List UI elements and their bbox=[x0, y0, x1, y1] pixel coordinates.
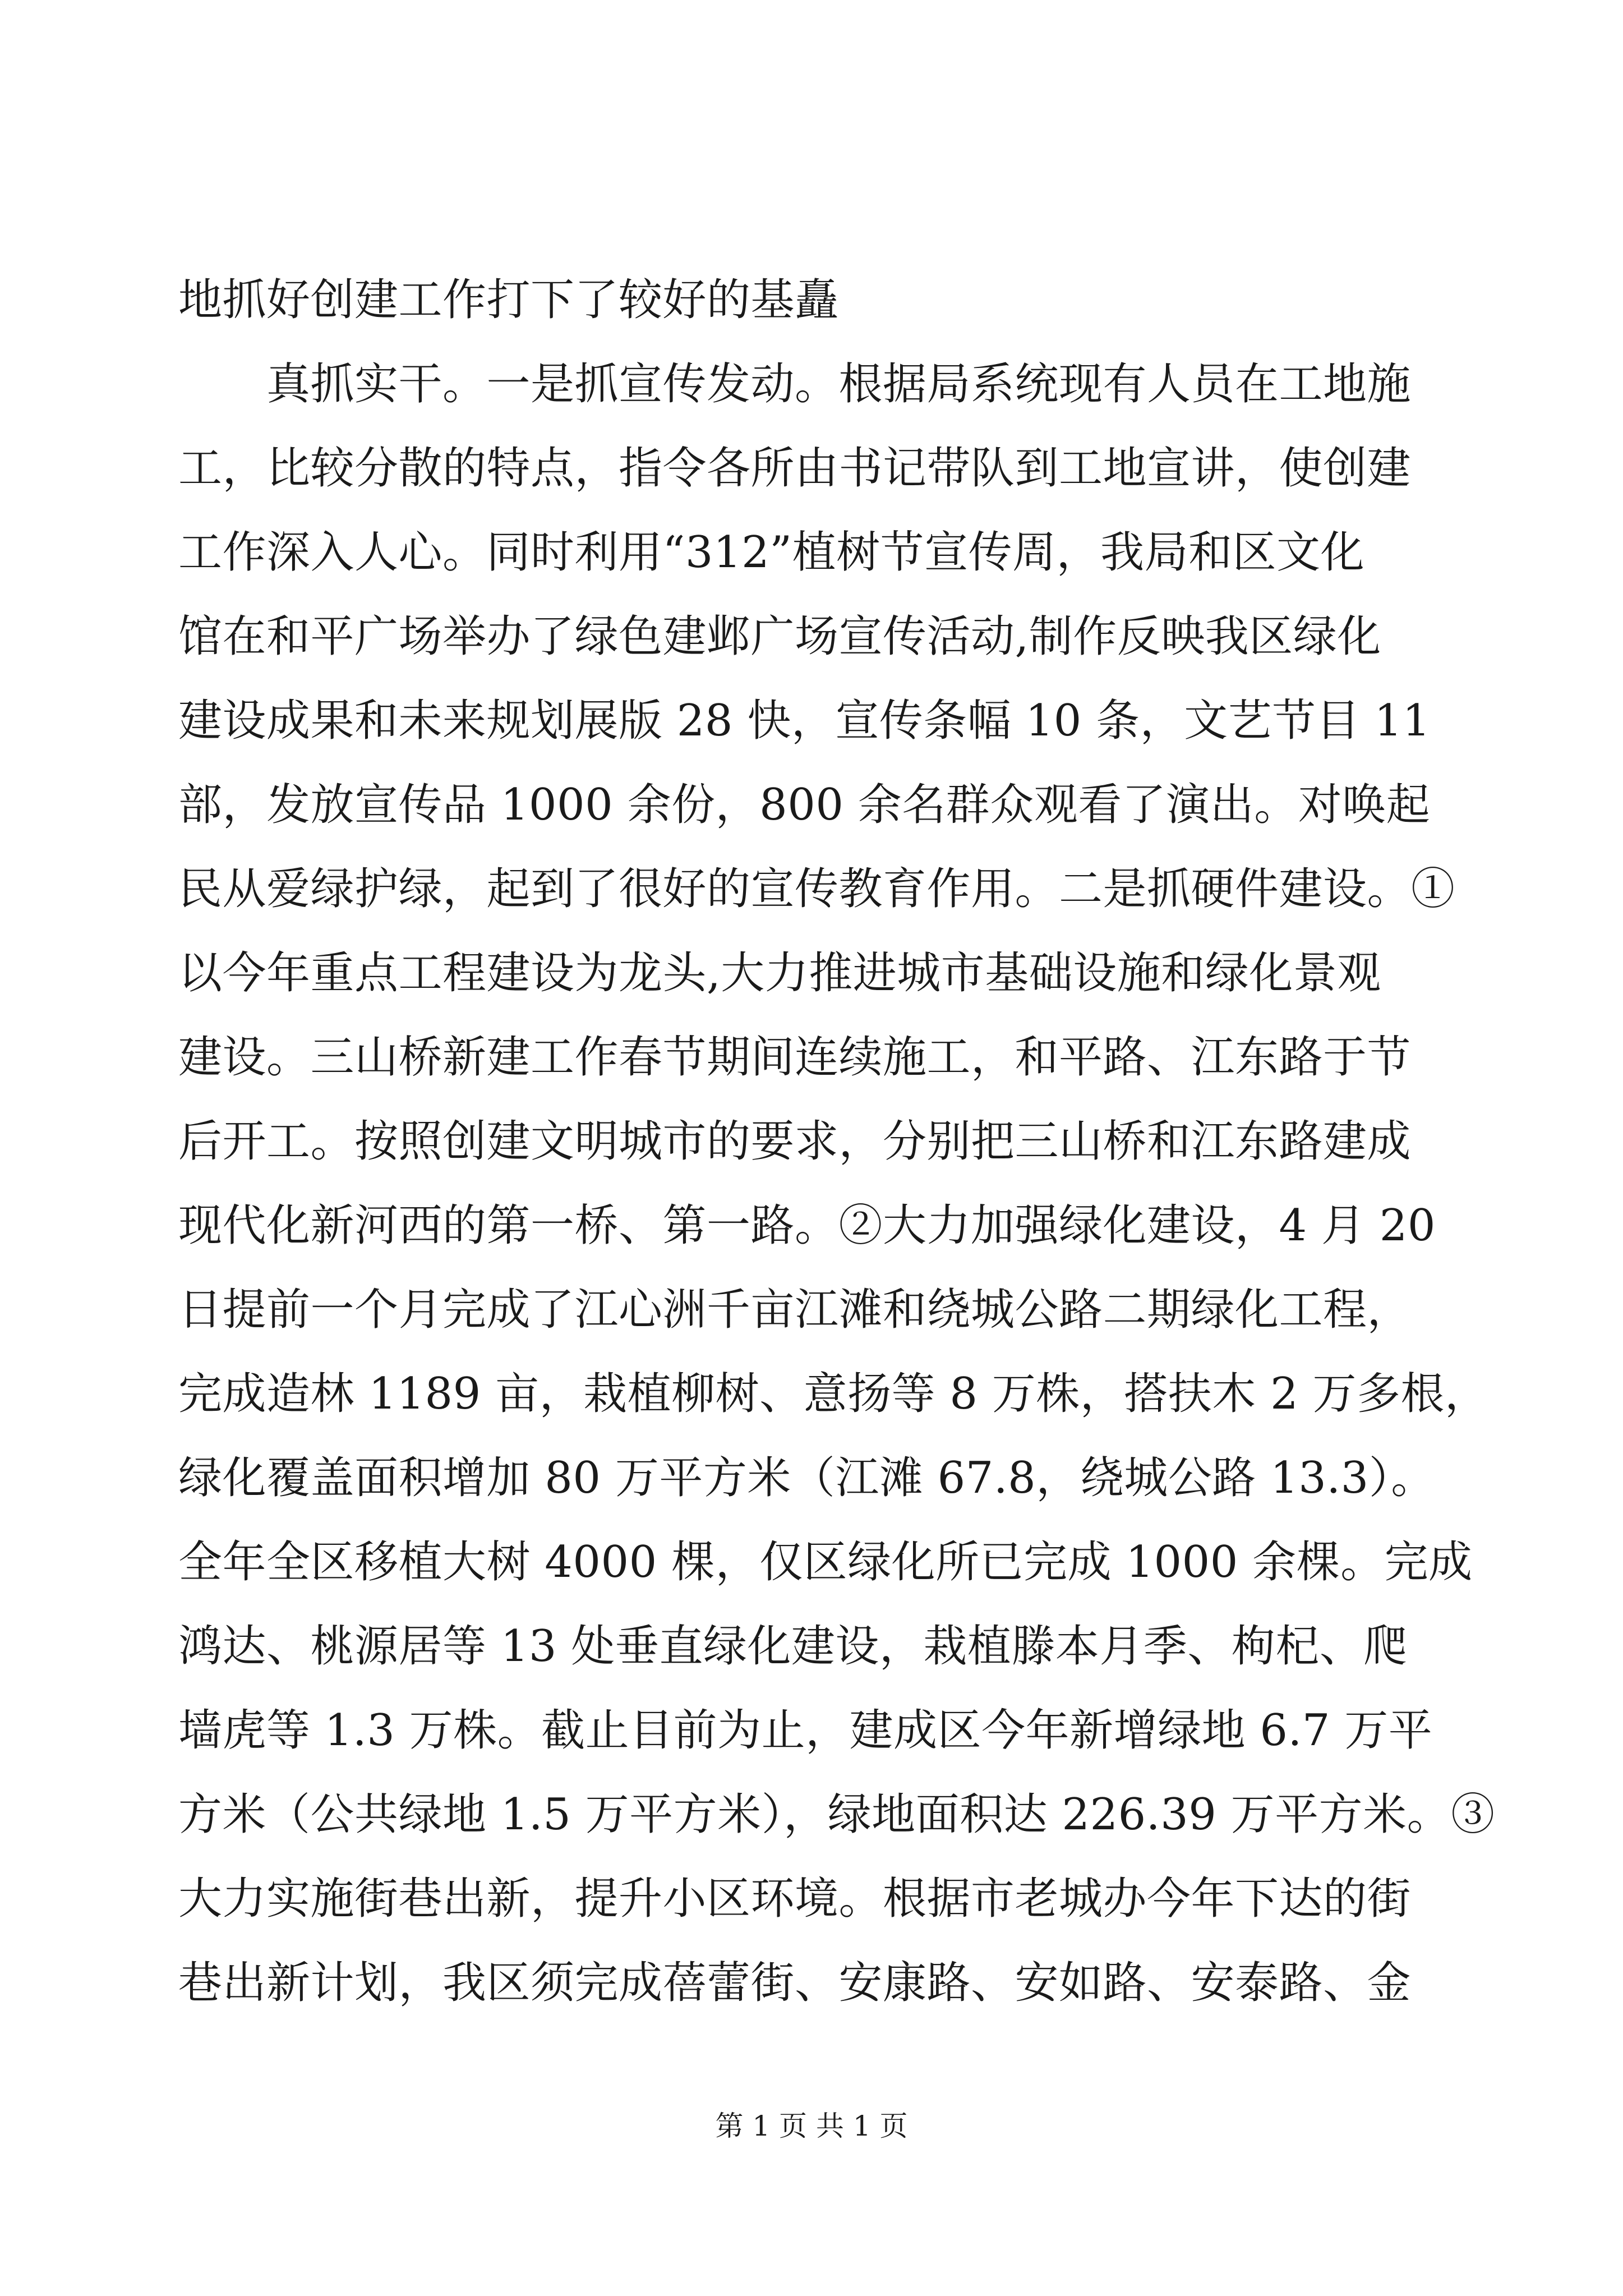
text-line: 馆在和平广场举办了绿色建邺广场宣传活动,制作反映我区绿化 bbox=[178, 611, 1381, 662]
text-line: 鸿达、桃源居等 13 处垂直绿化建设，栽植滕本月季、枸杞、爬 bbox=[178, 1621, 1408, 1672]
text-line: 方米（公共绿地 1.5 万平方米），绿地面积达 226.39 万平方米。③ bbox=[178, 1789, 1495, 1840]
text-line: 建设。三山桥新建工作春节期间连续施工，和平路、江东路于节 bbox=[178, 1032, 1412, 1083]
text-line: 日提前一个月完成了江心洲千亩江滩和绕城公路二期绿化工程， bbox=[178, 1285, 1412, 1335]
text-line: 工作深入人心。同时利用“312”植树节宣传周，我局和区文化 bbox=[178, 527, 1365, 578]
text-line: 民从爱绿护绿，起到了很好的宣传教育作用。二是抓硬件建设。① bbox=[178, 864, 1455, 914]
page-footer: 第 1 页 共 1 页 bbox=[715, 2110, 908, 2142]
text-line: 绿化覆盖面积增加 80 万平方米（江滩 67.8，绕城公路 13.3）。 bbox=[178, 1453, 1435, 1503]
text-line: 完成造林 1189 亩，栽植柳树、意扬等 8 万株，搭扶木 2 万多根， bbox=[178, 1369, 1489, 1419]
text-line: 地抓好创建工作打下了较好的基矗 bbox=[178, 275, 839, 325]
text-line: 以今年重点工程建设为龙头,大力推进城市基础设施和绿化景观 bbox=[178, 948, 1381, 999]
text-line: 全年全区移植大树 4000 棵，仅区绿化所已完成 1000 余棵。完成 bbox=[178, 1537, 1473, 1588]
body-text bbox=[178, 258, 1495, 2025]
text-line: 建设成果和未来规划展版 28 快，宣传条幅 10 条，文艺节目 11 bbox=[178, 696, 1431, 746]
text-line: 部，发放宣传品 1000 余份，800 余名群众观看了演出。对唤起 bbox=[178, 780, 1431, 830]
text-line: 巷出新计划，我区须完成蓓蕾街、安康路、安如路、安泰路、金 bbox=[178, 1958, 1412, 2008]
text-line: 后开工。按照创建文明城市的要求，分别把三山桥和江东路建成 bbox=[178, 1116, 1412, 1167]
text-line: 墙虎等 1.3 万株。截止目前为止，建成区今年新增绿地 6.7 万平 bbox=[178, 1705, 1433, 1756]
text-line: 真抓实干。一是抓宣传发动。根据局系统现有人员在工地施 bbox=[178, 359, 1412, 409]
text-line: 大力实施街巷出新，提升小区环境。根据市老城办今年下达的街 bbox=[178, 1874, 1412, 1924]
text-line: 现代化新河西的第一桥、第一路。②大力加强绿化建设，4 月 20 bbox=[178, 1200, 1436, 1251]
text-line: 工，比较分散的特点，指令各所由书记带队到工地宣讲，使创建 bbox=[178, 443, 1412, 494]
